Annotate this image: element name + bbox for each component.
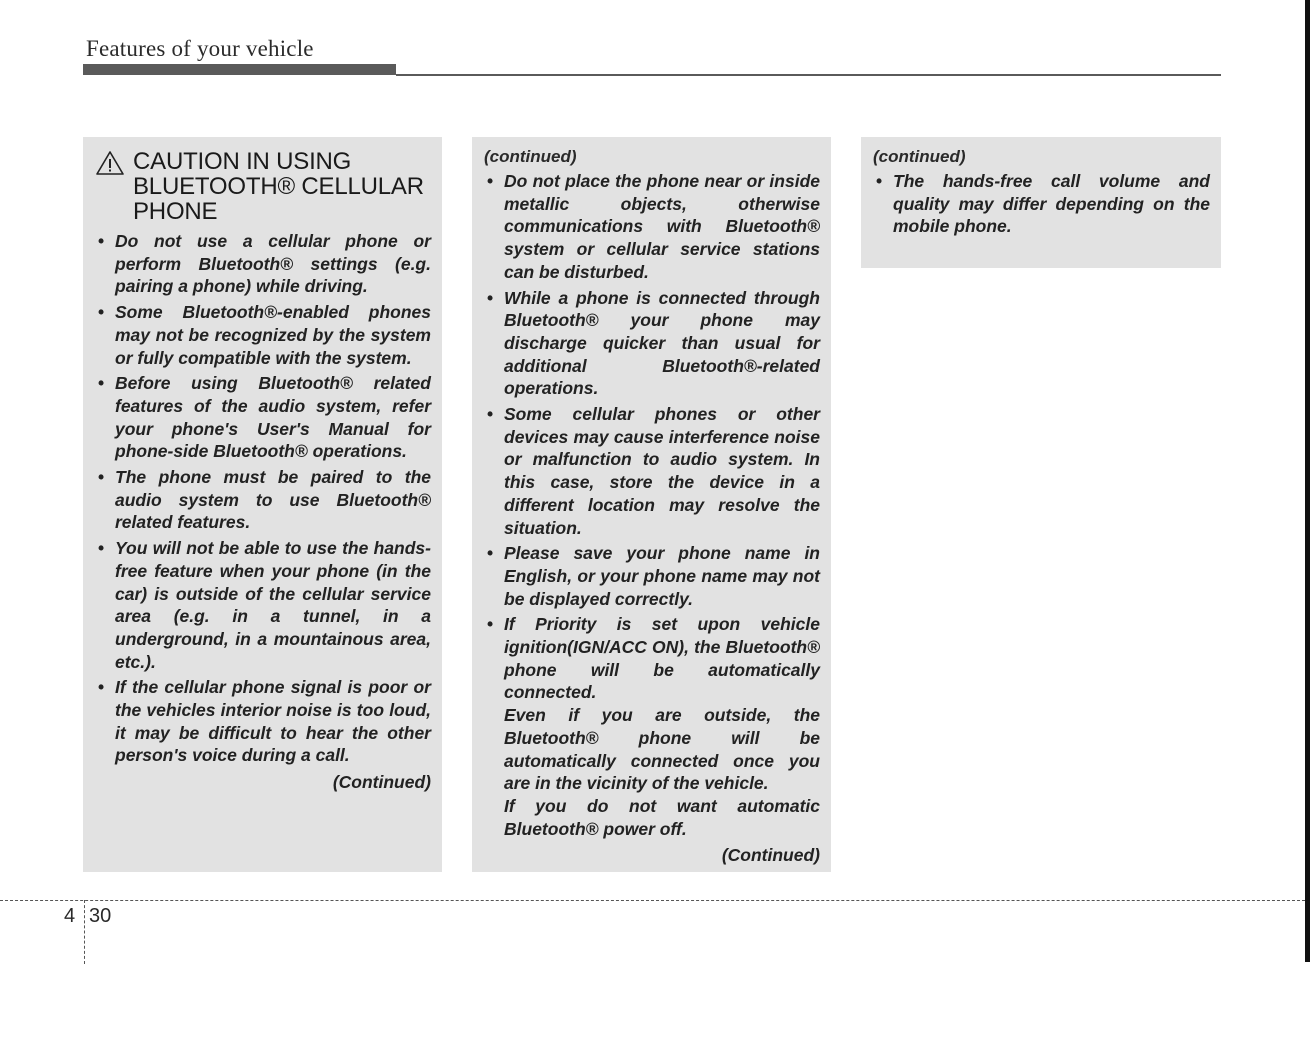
footer-dashed-rule (0, 900, 1305, 901)
caution-list (484, 170, 820, 840)
caution-list (873, 170, 1210, 238)
continued-header: (continued) (484, 147, 577, 166)
header-bar (83, 64, 396, 75)
sub-paragraph: If you do not want automatic Bluetooth® power off. (504, 795, 820, 839)
caution-panel-3 (861, 137, 1221, 268)
page-number: 30 (89, 905, 112, 927)
caution-panel-2 (472, 137, 831, 872)
list-item: • Before using Bluetooth® related features of the audio system, refer your phone's User's Manual for phone-side Bluetooth® operations. (95, 372, 431, 463)
caution-heading (95, 149, 431, 224)
list-item: • Some cellular phones or other devices may cause interference noise or malfunction to audio system. In this case, store the device in a different location may resolve the situation. (484, 403, 820, 539)
warning-triangle-icon (95, 150, 125, 176)
caution-panel-1 (83, 137, 442, 872)
caution-list (95, 230, 431, 767)
footer-dashed-divider (84, 900, 85, 964)
list-item: • Do not place the phone near or inside metallic objects, otherwise communications with Bluetooth® system or cellular service stations can be disturbed. (484, 170, 820, 284)
list-item: • If the cellular phone signal is poor or the vehicles interior noise is too loud, it may be difficult to hear the other person's voice during a call. (95, 676, 431, 767)
continued-header: (continued) (873, 147, 966, 166)
list-item: • You will not be able to use the hands-free feature when your phone (in the car) is outside of the cellular service area (e.g. in a tunnel, in a underground, in a mountainous area, etc.). (95, 537, 431, 673)
list-item-text: • If Priority is set upon vehicle ignition(IGN/ACC ON), the Bluetooth® phone will be automatically connected. (504, 614, 820, 703)
continued-footer: (Continued) (332, 772, 431, 793)
list-item: • While a phone is connected through Bluetooth® your phone may discharge quicker than usual for additional Bluetooth®-related operations. (484, 287, 820, 401)
page-chapter: 4 (64, 905, 76, 927)
list-item: • The phone must be paired to the audio system to use Bluetooth® related features. (95, 466, 431, 534)
list-item: • Do not use a cellular phone or perform Bluetooth® settings (e.g. pairing a phone) while driving. (95, 230, 431, 298)
list-item-with-subparagraphs (484, 613, 820, 840)
caution-title: CAUTION IN USING BLUETOOTH® CELLULAR PHONE (133, 148, 424, 225)
list-item: • Some Bluetooth®-enabled phones may not be recognized by the system or fully compatible with the system. (95, 301, 431, 369)
list-item: • Please save your phone name in English, or your phone name may not be displayed correctly. (484, 542, 820, 610)
header-rule (396, 74, 1221, 76)
page-edge-line (1305, 0, 1310, 962)
sub-paragraph: Even if you are outside, the Bluetooth® phone will be automatically connected once you are in the vicinity of the vehicle. (504, 705, 820, 794)
list-item: • The hands-free call volume and quality may differ depending on the mobile phone. (873, 170, 1210, 238)
page-header-title: Features of your vehicle (86, 36, 314, 61)
continued-footer: (Continued) (721, 845, 820, 866)
